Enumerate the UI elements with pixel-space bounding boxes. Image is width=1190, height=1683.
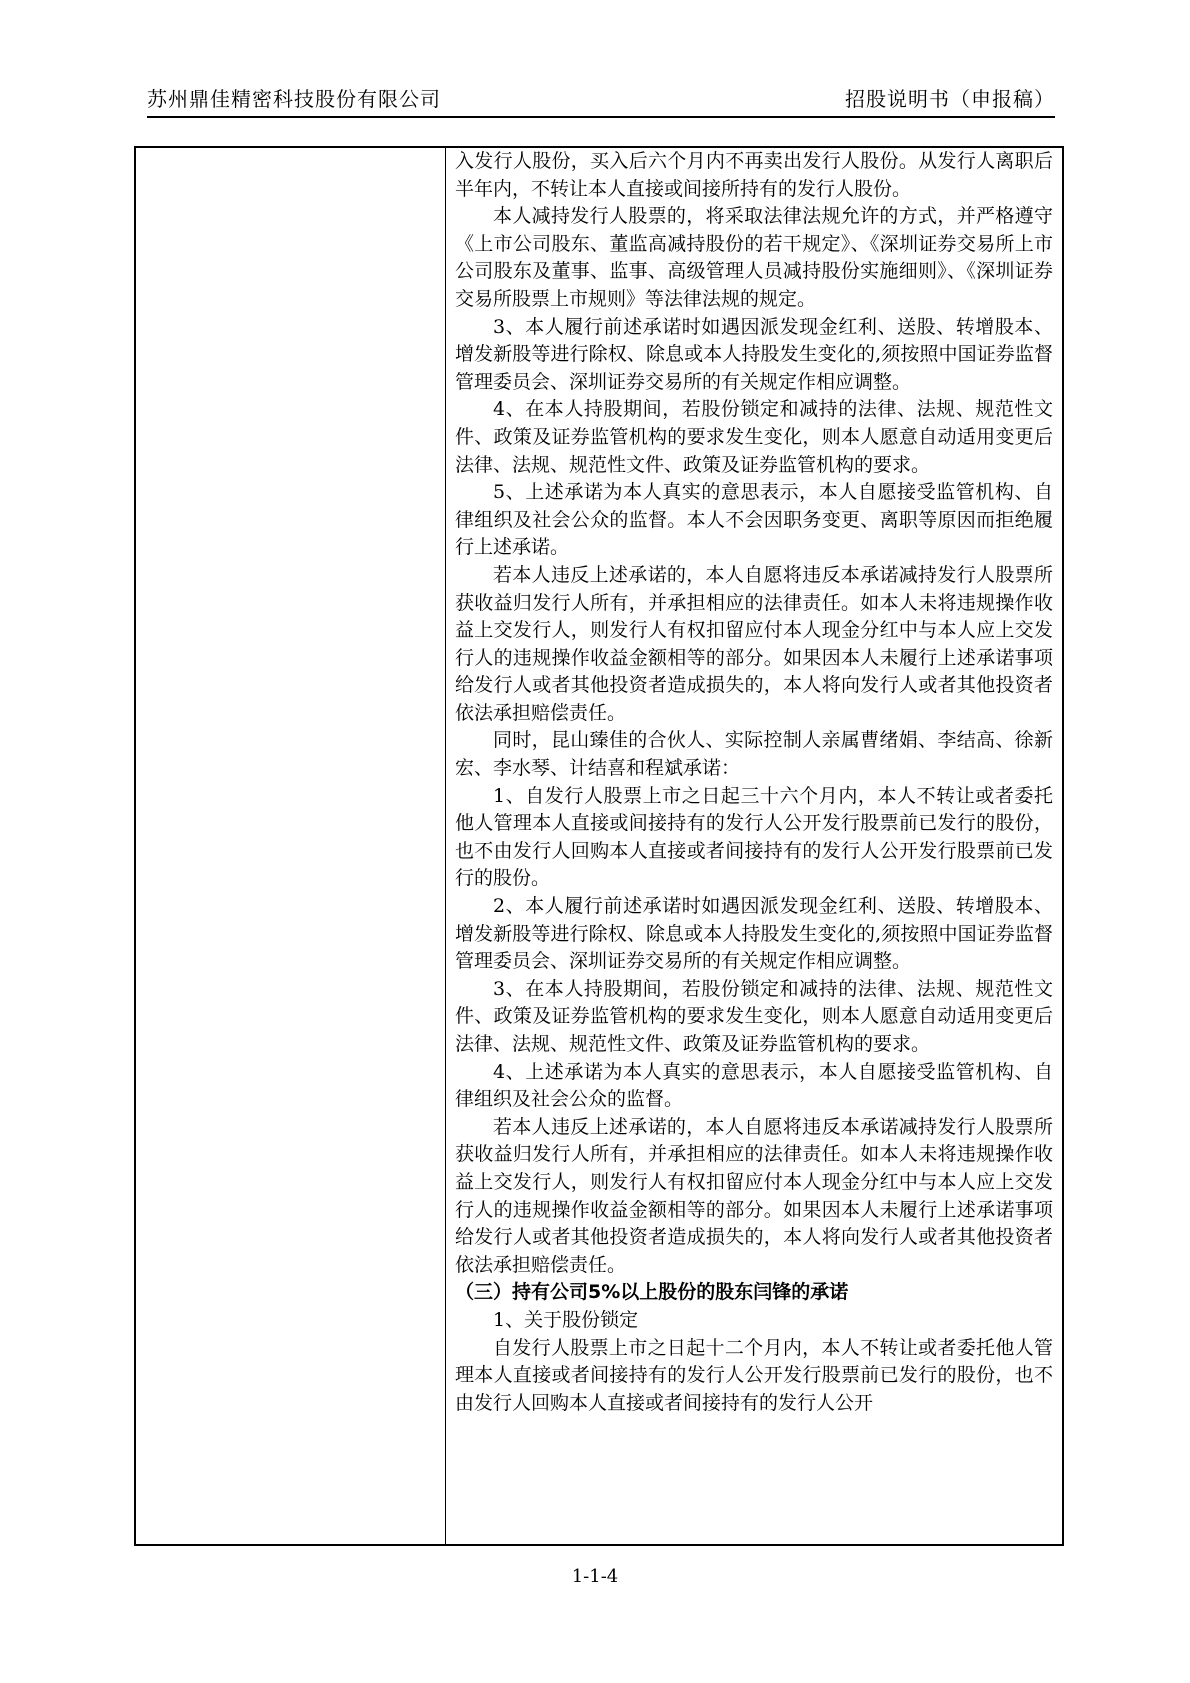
paragraph: 3、本人履行前述承诺时如遇因派发现金红利、送股、转增股本、增发新股等进行除权、除息或本人持股发生变化的,须按照中国证券监督管理委员会、深圳证券交易所的有关规定作相应调整。 (455, 315, 1053, 393)
paragraph: 1、自发行人股票上市之日起三十六个月内，本人不转让或者委托他人管理本人直接或间接持有的发行人公开发行股票前已发行的股份，也不由发行人回购本人直接或者间接持有的发行人公开发行股票前已发行的股份。 (455, 784, 1053, 890)
document-title: 招股说明书（申报稿） (845, 87, 1055, 111)
paragraph: 同时，昆山臻佳的合伙人、实际控制人亲属曹绪娟、李结高、徐新宏、李水琴、计结喜和程斌承诺： (455, 729, 1053, 780)
page-number: 1-1-4 (571, 1566, 619, 1587)
commitment-table (134, 146, 1064, 1546)
paragraph: 若本人违反上述承诺的，本人自愿将违反本承诺减持发行人股票所获收益归发行人所有，并承担相应的法律责任。如本人未将违规操作收益上交发行人，则发行人有权扣留应付本人现金分红中与本人应上交发行人的违规操作收益金额相等的部分。如果因本人未履行上述承诺事项给发行人或者其他投资者造成损失的，本人将向发行人或者其他投资者依法承担赔偿责任。 (455, 563, 1053, 724)
paragraph: 自发行人股票上市之日起十二个月内，本人不转让或者委托他人管理本人直接或者间接持有的发行人公开发行股票前已发行的股份，也不由发行人回购本人直接或者间接持有的发行人公开 (455, 1336, 1053, 1414)
paragraph: 4、在本人持股期间，若股份锁定和减持的法律、法规、规范性文件、政策及证券监管机构的要求发生变化，则本人愿意自动适用变更后法律、法规、规范性文件、政策及证券监管机构的要求。 (455, 398, 1053, 476)
paragraph: 4、上述承诺为本人真实的意思表示，本人自愿接受监管机构、自律组织及社会公众的监督。 (455, 1060, 1053, 1111)
table-right-column (447, 148, 1062, 1544)
page-header (147, 82, 1055, 118)
section-heading: （三）持有公司5%以上股份的股东闫锋的承诺 (455, 1281, 849, 1304)
table-left-column (136, 148, 446, 1544)
paragraph: 2、本人履行前述承诺时如遇因派发现金红利、送股、转增股本、增发新股等进行除权、除息或本人持股发生变化的,须按照中国证券监督管理委员会、深圳证券交易所的有关规定作相应调整。 (455, 895, 1053, 973)
paragraph: 1、关于股份锁定 (493, 1308, 639, 1331)
paragraph: 5、上述承诺为本人真实的意思表示，本人自愿接受监管机构、自律组织及社会公众的监督。本人不会因职务变更、离职等原因而拒绝履行上述承诺。 (455, 481, 1053, 559)
paragraph: 若本人违反上述承诺的，本人自愿将违反本承诺减持发行人股票所获收益归发行人所有，并承担相应的法律责任。如本人未将违规操作收益上交发行人，则发行人有权扣留应付本人现金分红中与本人应上交发行人的违规操作收益金额相等的部分。如果因本人未履行上述承诺事项给发行人或者其他投资者造成损失的，本人将向发行人或者其他投资者依法承担赔偿责任。 (455, 1115, 1053, 1276)
paragraph: 入发行人股份，买入后六个月内不再卖出发行人股份。从发行人离职后半年内，不转让本人直接或间接所持有的发行人股份。 (455, 150, 1053, 200)
paragraph: 本人减持发行人股票的，将采取法律法规允许的方式，并严格遵守《上市公司股东、董监高减持股份的若干规定》、《深圳证券交易所上市公司股东及董事、监事、高级管理人员减持股份实施细则》、《深圳证券交易所股票上市规则》等法律法规的规定。 (455, 205, 1053, 310)
company-name: 苏州鼎佳精密科技股份有限公司 (147, 87, 441, 111)
paragraph: 3、在本人持股期间，若股份锁定和减持的法律、法规、规范性文件、政策及证券监管机构的要求发生变化，则本人愿意自动适用变更后法律、法规、规范性文件、政策及证券监管机构的要求。 (455, 977, 1053, 1055)
